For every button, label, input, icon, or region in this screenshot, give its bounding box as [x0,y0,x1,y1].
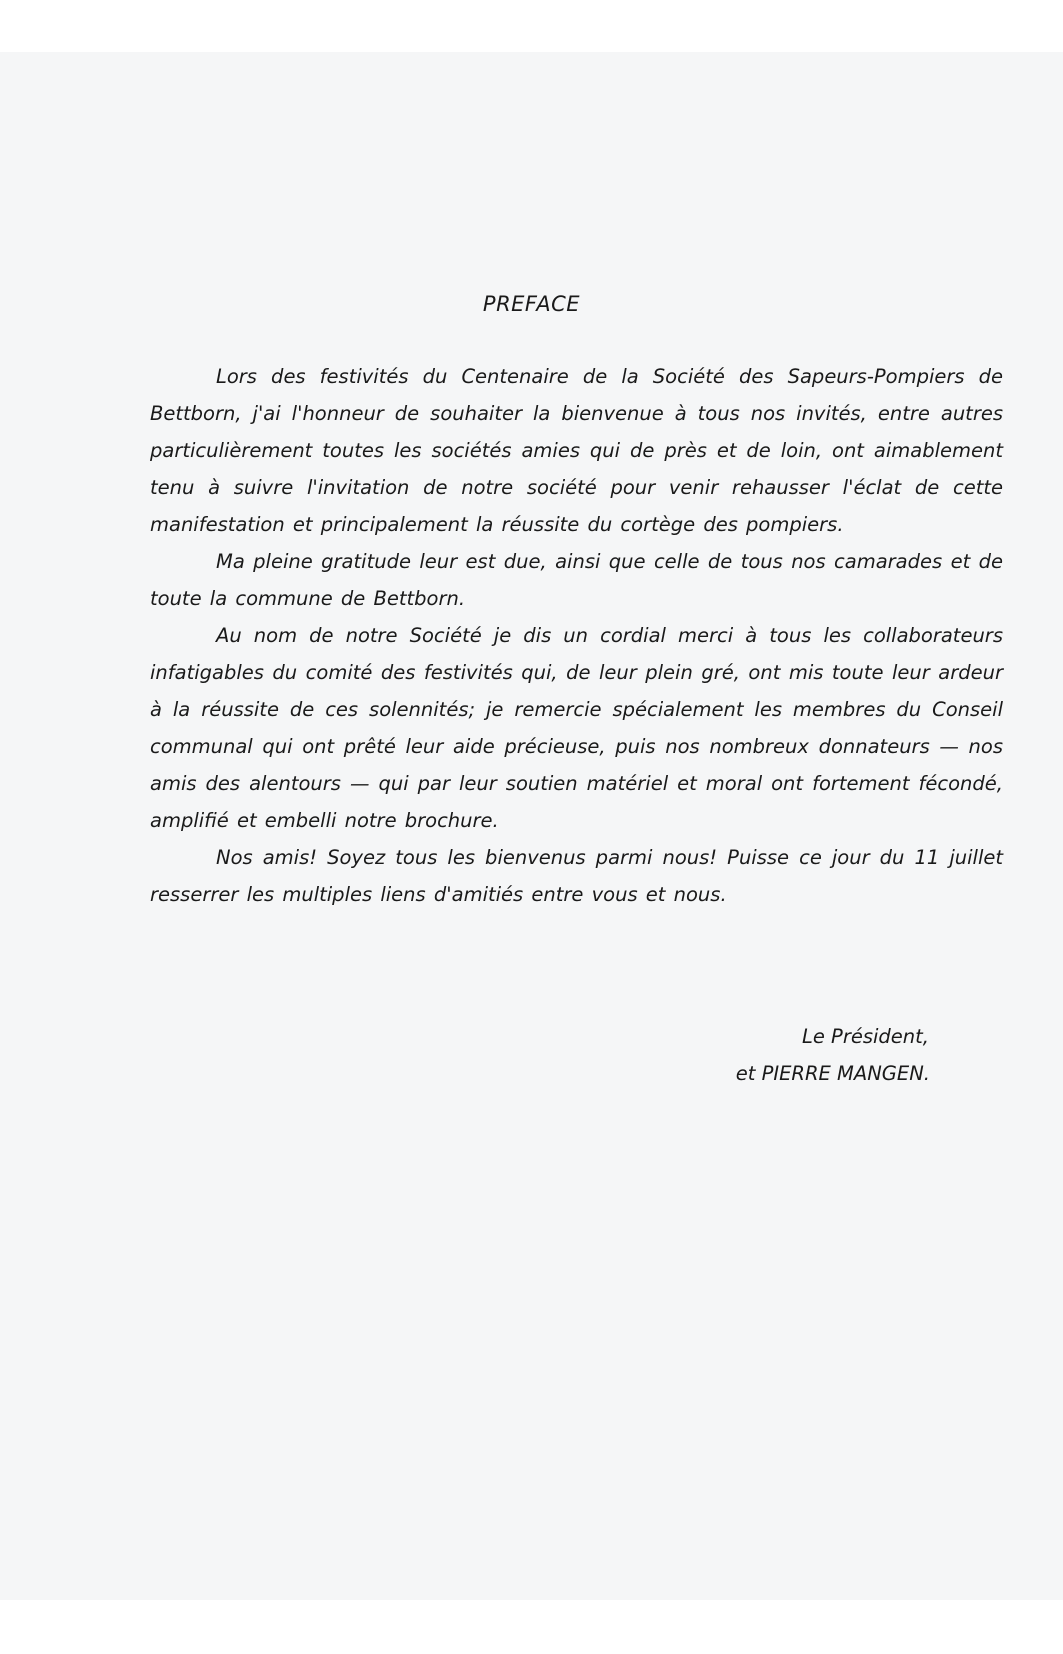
paragraph-gratitude: Ma pleine gratitude leur est due, ainsi que celle de tous nos camarades et de toute la commune de Bettborn. [150,550,1003,610]
paragraph-thanks: Au nom de notre Société je dis un cordial merci à tous les collaborateurs infatigables du comité des festivités qui, de leur plein gré, ont mis toute leur ardeur à la réussite de ces solennités; je remercie spécialement les membres du Conseil communal qui ont prêté leur aide précieuse, puis nos nombreux donnateurs — nos amis des alentours — qui par leur soutien matériel et moral ont fortement fécondé, amplifié et embelli notre brochure. [150,624,1003,832]
signature-name: et PIERRE MANGEN. [735,1062,930,1085]
signature-role: Le Président, [802,1025,929,1048]
paragraph-welcome: Lors des festivités du Centenaire de la Société des Sapeurs-Pompiers de Bettborn, j'ai l'honneur de souhaiter la bienvenue à tous nos invités, entre autres particulièrement toutes les sociétés amies qui de près et de loin, ont aimablement tenu à suivre l'invitation de notre société pour venir rehausser l'éclat de cette manifestation et principalement la réussite du cortège des pompiers. [150,365,1003,536]
preface-body [150,358,1003,913]
page-title: PREFACE [482,292,581,316]
signature-block [600,1018,930,1092]
paragraph-closing: Nos amis! Soyez tous les bienvenus parmi nous! Puisse ce jour du 11 juillet resserrer les multiples liens d'amitiés entre vous et nous. [150,846,1003,906]
